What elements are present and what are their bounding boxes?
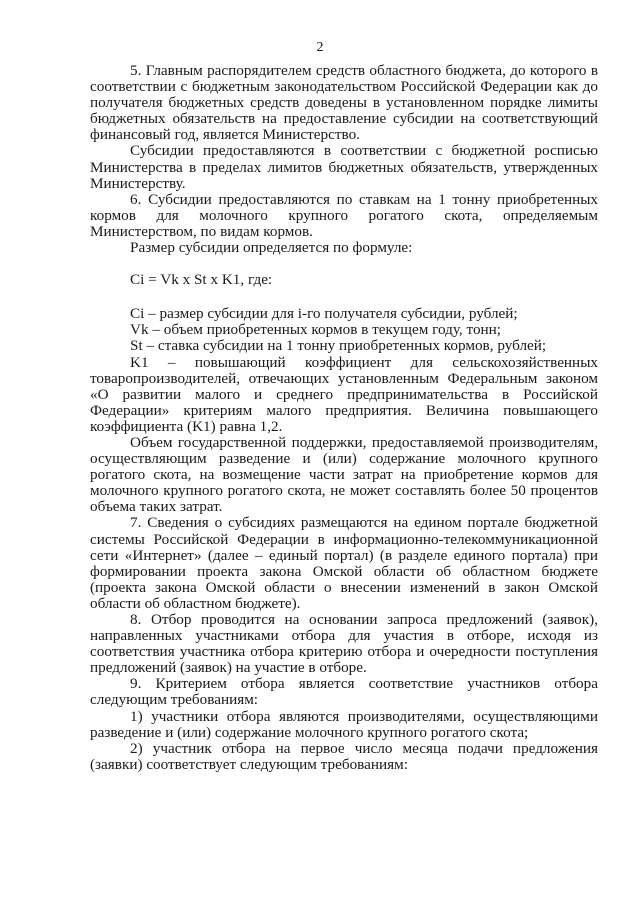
definition-ci: Ci – размер субсидии для i-го получателя субсидии, рублей; — [130, 305, 518, 323]
definition-st: St – ставка субсидии на 1 тонну приобретенных кормов, рублей; — [130, 337, 547, 355]
paragraph-item-8: 8. Отбор проводится на основании запроса предложений (заявок), направленных участниками отбора для участия в отборе, исходя из соответствия участника отбора критерию отбора и очередности поступления предложений (заявок) на участие в отборе. — [90, 611, 598, 677]
document-body — [90, 63, 598, 773]
paragraph-item-7: 7. Сведения о субсидиях размещаются на едином портале бюджетной системы Российской Федерации в информационно-телекоммуникационной сети «Интернет» (далее – единый портал) (в разделе единого портала) при формировании проекта закона Омской области об областном бюджете (проекта закона Омской области о внесении изменений в закон Омской области об областном бюджете). — [90, 514, 598, 612]
formula: Ci = Vk x St x K1, где: — [130, 271, 273, 289]
page-number: 2 — [316, 40, 324, 55]
paragraph-item-5: 5. Главным распорядителем средств областного бюджета, до которого в соответствии с бюджетным законодательством Российской Федерации как до получателя бюджетных средств доведены в установленном порядке лимиты бюджетных обязательств на предоставление субсидии на соответствующий финансовый год, является Министерство. — [90, 62, 598, 144]
paragraph-item-9: 9. Критерием отбора является соответствие участников отбора следующим требованиям: — [90, 675, 598, 709]
paragraph-item-6: 6. Субсидии предоставляются по ставкам на 1 тонну приобретенных кормов для молочного крупного рогатого скота, определяемым Министерством, по видам кормов. — [90, 190, 598, 240]
definition-vk: Vk – объем приобретенных кормов в текущем году, тонн; — [130, 321, 502, 339]
paragraph-subsidy-budget: Субсидии предоставляются в соответствии с бюджетной росписью Министерства в пределах лимитов бюджетных обязательств, утвержденных Министерству. — [90, 142, 598, 192]
paragraph-formula-intro: Размер субсидии определяется по формуле: — [130, 239, 413, 257]
definition-k1: K1 – повышающий коэффициент для сельскохозяйственных товаропроизводителей, отвечающих установленным Федеральным законом «О развитии малого и среднего предпринимательства в Российской Федерации» критериям малого предприятия. Величина повышающего коэффициента (K1) равна 1,2. — [90, 353, 598, 435]
paragraph-subitem-1: 1) участники отбора являются производителями, осуществляющими разведение и (или) содержание молочного крупного рогатого скота; — [90, 707, 598, 741]
paragraph-support-volume: Объем государственной поддержки, предоставляемой производителям, осуществляющим разведение и (или) содержание молочного крупного рогатого скота, на возмещение части затрат на приобретение кормов для молочного крупного рогатого скота, не может составлять более 50 процентов объема таких затрат. — [90, 433, 598, 516]
paragraph-subitem-2: 2) участник отбора на первое число месяца подачи предложения (заявки) соответствует следующим требованиям: — [90, 739, 598, 773]
